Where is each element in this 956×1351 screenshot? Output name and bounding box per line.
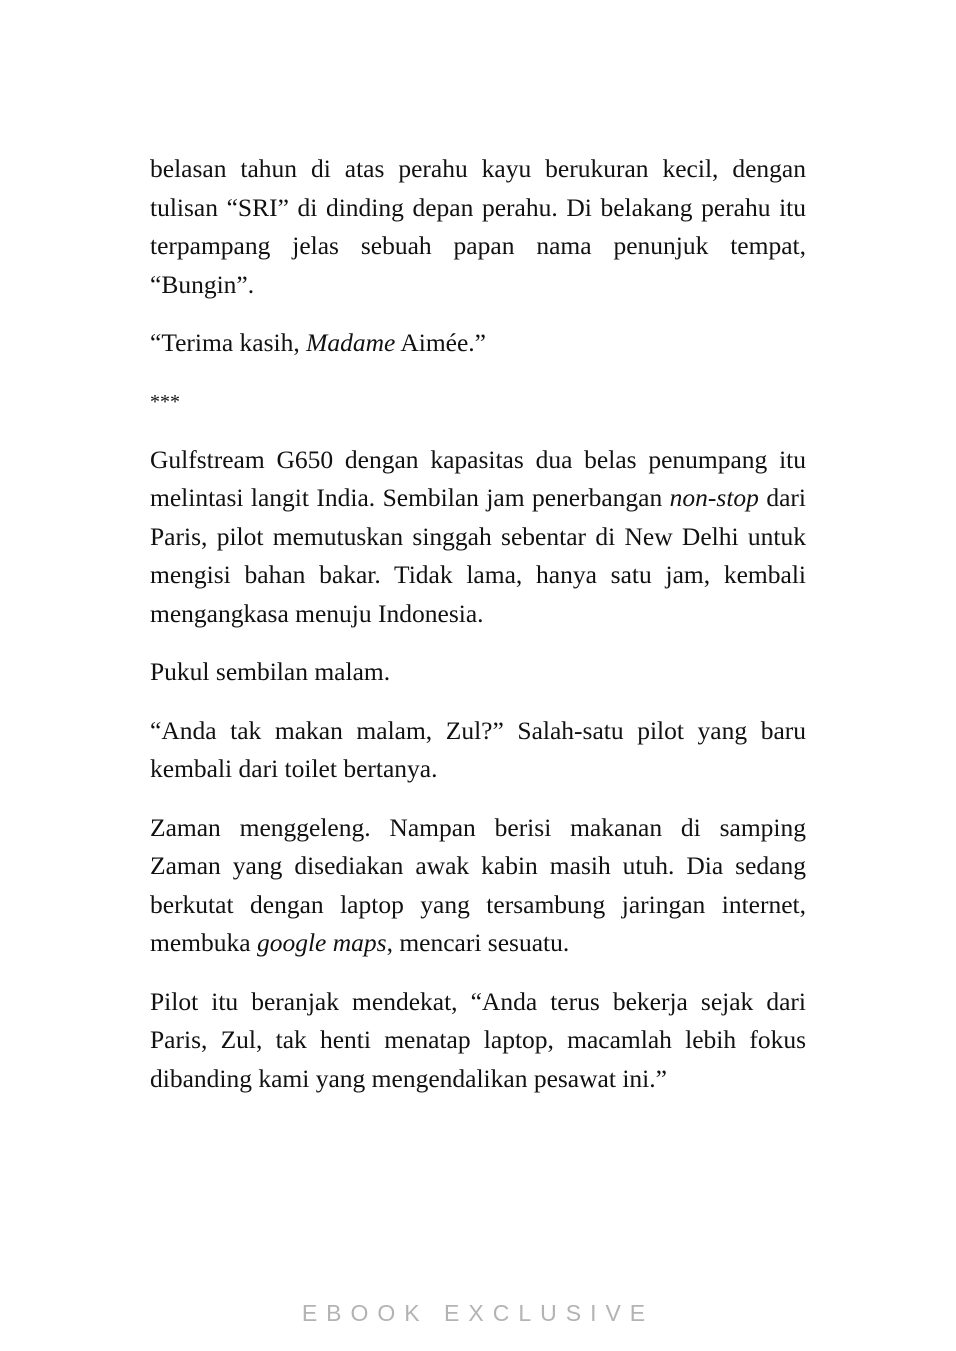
text-run: “Terima kasih, <box>150 328 307 357</box>
italic-text: non-stop <box>669 483 759 512</box>
paragraph <box>150 809 806 963</box>
text-run: “Anda tak makan malam, Zul?” Salah-satu pilot yang baru kembali dari toilet bertanya. <box>150 715 806 783</box>
italic-text: Madame <box>306 328 396 357</box>
text-run: dari Paris, pilot memutuskan singgah sebentar di New Delhi untuk mengisi bahan bakar. Tidak lama, hanya satu jam, kembali mengangkasa menuju Indonesia. <box>150 483 806 628</box>
text-run: Zaman menggeleng. Nampan berisi makanan di samping Zaman yang disediakan awak kabin masih utuh. Dia sedang berkutat dengan laptop yang tersambung jaringan internet, membuka <box>150 812 806 957</box>
text-run: Gulfstream G650 dengan kapasitas dua belas penumpang itu melintasi langit India. Sembilan jam penerbangan <box>150 444 806 512</box>
paragraph <box>150 653 806 692</box>
paragraph <box>150 983 806 1099</box>
footer-label: EBOOK EXCLUSIVE <box>301 1300 655 1326</box>
text-run: *** <box>150 390 180 413</box>
italic-text: google maps <box>256 928 387 957</box>
text-run: Aimée.” <box>395 328 486 357</box>
page-body <box>150 150 806 1118</box>
paragraph <box>150 441 806 634</box>
text-run: belasan tahun di atas perahu kayu berukuran kecil, dengan tulisan “SRI” di dinding depan perahu. Di belakang perahu itu terpampang jelas sebuah papan nama penunjuk tempat, “Bungin”. <box>150 154 806 299</box>
text-run: Pilot itu beranjak mendekat, “Anda terus bekerja sejak dari Paris, Zul, tak henti menatap laptop, macamlah lebih fokus dibanding kami yang mengendalikan pesawat ini.” <box>150 986 806 1093</box>
text-run: , mencari sesuatu. <box>386 928 570 957</box>
paragraph <box>150 324 806 363</box>
section-separator <box>150 383 806 421</box>
paragraph <box>150 150 806 304</box>
text-run: Pukul sembilan malam. <box>150 657 391 686</box>
paragraph <box>150 712 806 789</box>
